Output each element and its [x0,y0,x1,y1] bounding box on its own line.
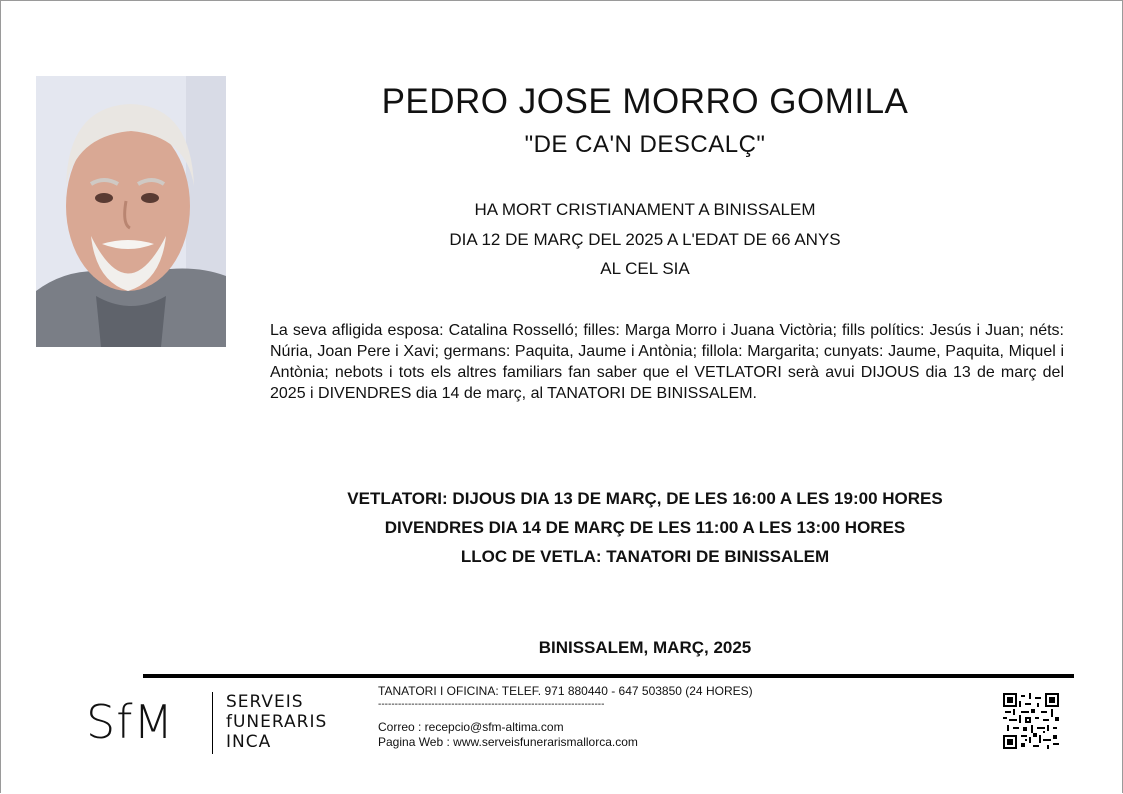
vigil-schedule-thursday: VETLATORI: DIJOUS DIA 13 DE MARÇ, DE LES 16:00 A LES 19:00 HORES [347,489,943,508]
contact-website[interactable]: Pagina Web : www.serveisfunerarismallorca.com [378,735,638,749]
footer-divider [143,674,1074,678]
logo-text [226,692,327,752]
portrait-photo [36,76,226,347]
death-announcement-line: HA MORT CRISTIANAMENT A BINISSALEM [474,200,816,219]
contact-phone: TANATORI I OFICINA: TELEF. 971 880440 - 647 503850 (24 HORES) [378,684,753,698]
contact-info [378,684,753,750]
deceased-nickname: "DE CA'N DESCALÇ" [524,131,766,158]
logo-mark: SfM [86,695,175,749]
contact-separator: -------------------------------------------------------------------- [378,699,605,710]
vigil-location: LLOC DE VETLA: TANATORI DE BINISSALEM [460,547,830,566]
logo-line-serveis: SERVEIS [226,692,304,712]
logo-line-inca: INCA [226,732,272,752]
qr-code-icon [1003,693,1059,749]
logo-divider [212,692,213,754]
family-announcement: La seva afligida esposa: Catalina Rosselló; filles: Marga Morro i Juana Victòria; fills polítics: Jesús i Juan; néts: Núria, Joan Pere i Xavi; germans: Paquita, Jaume i Antònia; fillola: Margarita; cunyats: Jaume, Paquita, Miquel i Antònia; nebots i tots els altres familiars fan saber que el VETLATORI serà avui DIJOUS dia 13 de març del 2025 i DIVENDRES dia 14 de març, al TANATORI DE BINISSALEM. [270,322,1064,402]
rest-in-peace-line: AL CEL SIA [600,259,690,278]
place-and-date: BINISSALEM, MARÇ, 2025 [538,638,752,657]
logo-line-funeraris: fUNERARIS [226,712,328,732]
death-date-line: DIA 12 DE MARÇ DEL 2025 A L'EDAT DE 66 ANYS [449,230,841,249]
contact-email: Correo : recepcio@sfm-altima.com [378,720,564,734]
vigil-schedule-friday: DIVENDRES DIA 14 DE MARÇ DE LES 11:00 A LES 13:00 HORES [384,518,906,537]
deceased-name: PEDRO JOSE MORRO GOMILA [381,82,909,121]
